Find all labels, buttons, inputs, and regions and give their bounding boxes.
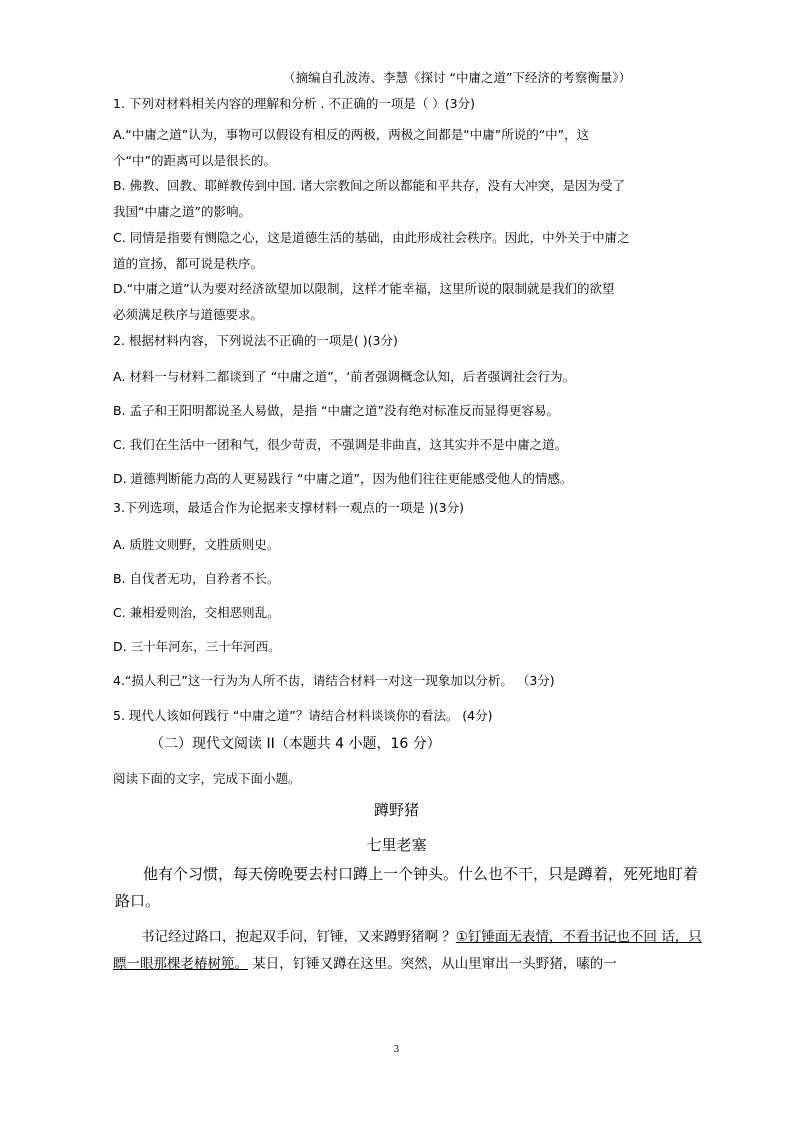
question-5: 5. 现代人该如何践行 “中庸之道”？请结合材料谈谈你的看法。 (4分) <box>113 708 493 723</box>
question-1-option-a-cont: 个“中”的距离可以是很长的。 <box>113 153 276 168</box>
question-2-option-b: B. 孟子和王阳明都说圣人易做，是指 “中庸之道”没有绝对标准反而显得更容易。 <box>113 403 559 418</box>
story-paragraph-1-line-1: 他有个习惯，每天傍晚要去村口蹲上一个钟头。什么也不干，只是蹲着，死死地盯着 <box>143 865 699 883</box>
question-1-option-b-cont: 我国“中庸之道”的影响。 <box>113 204 251 219</box>
question-1-option-b: B. 佛教、回教、耶鲜教传到中国. 诸大宗教间之所以都能和平共存，没有大冲突，是因为受了 <box>113 178 625 193</box>
question-2-option-a: A. 材料一与材料二都谈到了 “中庸之道”，‘前者强调概念认知，后者强调社会行为。 <box>113 369 576 384</box>
story-paragraph-2-text-cont: 某日，钉锤又蹲在这里。突然，从山里窜出一头野猪，嗉的一 <box>248 956 617 972</box>
story-paragraph-2-line-2 <box>113 955 617 973</box>
reading-instruction: 阅读下面的文字，完成下面小题。 <box>113 771 301 786</box>
question-3-option-b: B. 自伐者无功，自矜者不长。 <box>113 571 280 586</box>
page-number: 3 <box>393 1045 400 1055</box>
question-3-option-d: D. 三十年河东，三十年河西。 <box>113 639 281 654</box>
question-4: 4.“损人利己”这一行为为人所不齿，请结合材料一对这一现象加以分析。 （3分) <box>113 673 555 688</box>
question-1-option-c: C. 同情是指要有恻隐之心，这是道德生活的基础，由此形成社会秩序。因此，中外关于中庸之 <box>113 230 630 245</box>
question-3-option-a: A. 质胜文则野，文胜质则史。 <box>113 537 280 552</box>
question-1-option-d-cont: 必须满足秩序与道德要求。 <box>113 307 264 322</box>
section-heading: （二）现代文阅读 II（本题共 4 小题，16 分） <box>150 736 441 752</box>
question-2-option-d: D. 道德判断能力高的人更易践行 “中庸之道”，因为他们往往更能感受他人的情感。 <box>113 471 573 486</box>
question-1-stem: 1. 下列对材料相关内容的理解和分析 . 不正确的一项是（ ）(3分) <box>113 96 476 111</box>
underlined-passage-1-cont: 瞟一眼那棵老椿树篼。 <box>113 956 248 972</box>
story-paragraph-2-text: 书记经过路口，抱起双手问，钉锤，又来蹲野猪啊 ？ <box>141 929 456 945</box>
question-1-option-c-cont: 道的宣扬，都可说是秩序。 <box>113 256 264 271</box>
question-1-option-a: A.“中庸之道”认为，事物可以假设有相反的两极，两极之间都是“中庸”所说的“中”，这 <box>113 127 590 142</box>
story-author: 七里老塞 <box>366 836 427 854</box>
story-title: 蹲野猪 <box>373 801 419 819</box>
question-3-option-c: C. 兼相爱则治，交相恶则乱。 <box>113 605 280 620</box>
underlined-passage-1: ①钉锤面无表情，不看书记也不回 话，只 <box>455 929 702 945</box>
story-paragraph-2-line-1 <box>141 928 702 946</box>
question-3-stem: 3.下列选项，最适合作为论据来支撑材料一观点的一项是 )(3分) <box>113 500 464 515</box>
source-citation: （摘编自孔波涛、李慧《探讨 “中庸之道”下经济的考察衡量》） <box>283 70 632 85</box>
story-paragraph-1-line-2: 路口。 <box>115 892 161 910</box>
question-1-option-d: D.“中庸之道”认为要对经济欲望加以限制，这样才能幸福，这里所说的限制就是我们的欲望 <box>113 281 615 296</box>
question-2-stem: 2. 根据材料内容，下列说法不正确的一项是( )(3分) <box>113 333 398 348</box>
question-2-option-c: C. 我们在生活中一团和气，很少苛责，不强调是非曲直，这其实并不是中庸之道。 <box>113 437 568 452</box>
